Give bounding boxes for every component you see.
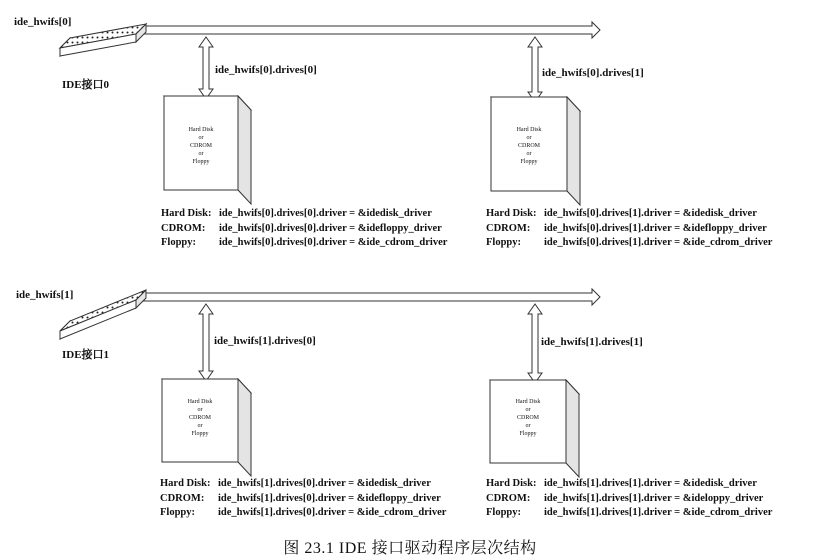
bus-arrow-1: [140, 289, 600, 305]
port-label-1: IDE接口1: [62, 349, 110, 361]
bus-arrow-0: [140, 22, 600, 38]
box-line: or: [197, 423, 203, 429]
bus-label-1: ide_hwifs[1]: [16, 289, 74, 301]
bus-label-0: ide_hwifs[0]: [14, 16, 72, 28]
box-line: Floppy: [520, 159, 538, 165]
assignment-cdrom: CDROM: ide_hwifs[1].drives[1].driver = &ideloppy_driver: [486, 492, 764, 504]
drive-box-text-1-1: [496, 398, 560, 438]
conn-label-0-0: ide_hwifs[0].drives[0]: [215, 64, 317, 76]
box-line: Hard Disk: [187, 399, 213, 405]
driver-assignments-1-1: [486, 477, 772, 521]
assignment-cdrom: CDROM: ide_hwifs[0].drives[1].driver = &idefloppy_driver: [486, 222, 767, 234]
box-line: CDROM: [188, 415, 211, 421]
driver-assignments-1-0: [160, 477, 446, 521]
box-line: or: [526, 151, 532, 157]
driver-assignments-0-0: [161, 207, 447, 251]
assignment-cdrom: CDROM: ide_hwifs[1].drives[0].driver = &idefloppy_driver: [160, 492, 441, 504]
drive-box-text-1-0: [168, 398, 232, 438]
box-line: Floppy: [191, 431, 209, 437]
assignment-floppy: Floppy: ide_hwifs[0].drives[0].driver = &ide_cdrom_driver: [161, 237, 448, 248]
assignment-hard-disk: Hard Disk: ide_hwifs[0].drives[0].driver = &idedisk_driver: [161, 208, 432, 219]
conn-label-1-1: ide_hwifs[1].drives[1]: [541, 336, 643, 348]
box-line: or: [526, 135, 532, 141]
box-line: Floppy: [192, 159, 210, 165]
box-line: Hard Disk: [515, 399, 541, 405]
box-line: CDROM: [516, 415, 539, 421]
box-line: or: [525, 407, 531, 413]
box-line: or: [198, 151, 204, 157]
row-0-graphics: [60, 22, 600, 205]
conn-label-1-0: ide_hwifs[1].drives[0]: [214, 335, 316, 347]
drive-box-text-0-0: [169, 126, 233, 166]
box-line: or: [197, 407, 203, 413]
drive-box-text-0-1: [497, 126, 561, 166]
box-line: Floppy: [519, 431, 537, 437]
conn-label-0-1: ide_hwifs[0].drives[1]: [542, 67, 644, 79]
box-line: or: [198, 135, 204, 141]
box-line: or: [525, 423, 531, 429]
box-line: Hard Disk: [188, 127, 214, 133]
assignment-floppy: Floppy: ide_hwifs[1].drives[0].driver = &ide_cdrom_driver: [160, 507, 447, 518]
ide-connector-0: [60, 24, 146, 56]
assignment-cdrom: CDROM: ide_hwifs[0].drives[0].driver = &idefloppy_driver: [161, 222, 442, 234]
drive-link-1-1: [528, 304, 542, 383]
port-label-0: IDE接口0: [62, 79, 110, 91]
assignment-hard-disk: Hard Disk: ide_hwifs[0].drives[1].driver = &idedisk_driver: [486, 208, 757, 219]
box-line: CDROM: [189, 143, 212, 149]
assignment-hard-disk: Hard Disk: ide_hwifs[1].drives[0].driver = &idedisk_driver: [160, 478, 431, 489]
assignment-floppy: Floppy: ide_hwifs[0].drives[1].driver = &ide_cdrom_driver: [486, 237, 773, 248]
drive-link-0-0: [199, 37, 213, 99]
box-line: Hard Disk: [516, 127, 542, 133]
box-line: CDROM: [517, 143, 540, 149]
assignment-floppy: Floppy: ide_hwifs[1].drives[1].driver = &ide_cdrom_driver: [486, 507, 773, 518]
driver-assignments-0-1: [486, 207, 772, 251]
figure-caption: 图 23.1 IDE 接口驱动程序层次结构: [283, 540, 537, 557]
assignment-hard-disk: Hard Disk: ide_hwifs[1].drives[1].driver = &idedisk_driver: [486, 478, 757, 489]
row-1-graphics: [60, 289, 600, 477]
drive-link-0-1: [528, 37, 542, 102]
drive-link-1-0: [199, 304, 213, 381]
